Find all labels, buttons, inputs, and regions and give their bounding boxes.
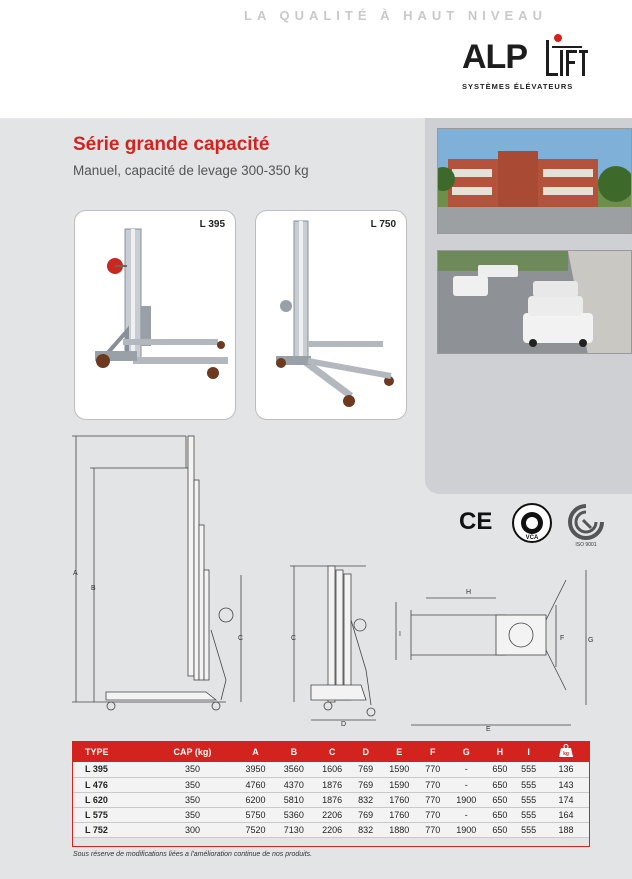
table-cell: 350 bbox=[149, 792, 237, 807]
table-cell: 1760 bbox=[380, 792, 418, 807]
table-cell: 4370 bbox=[275, 777, 313, 792]
logo-subtitle: SYSTÈMES ÉLÉVATEURS bbox=[462, 82, 574, 91]
dim-e: E bbox=[486, 726, 491, 733]
page-header bbox=[0, 0, 632, 118]
table-cell: 4760 bbox=[236, 777, 274, 792]
technical-drawings bbox=[66, 430, 626, 740]
svg-text:VCA: VCA bbox=[525, 535, 539, 541]
col-h: H bbox=[485, 742, 514, 762]
table-cell: 555 bbox=[514, 777, 543, 792]
table-cell: 650 bbox=[485, 792, 514, 807]
table-cell: 555 bbox=[514, 807, 543, 822]
table-cell: 650 bbox=[485, 807, 514, 822]
table-cell: 5810 bbox=[275, 792, 313, 807]
table-cell: 350 bbox=[149, 777, 237, 792]
table-cell: 300 bbox=[149, 822, 237, 837]
table-cell: 143 bbox=[543, 777, 589, 792]
vans-photo bbox=[437, 250, 632, 354]
table-cell: 1876 bbox=[313, 792, 351, 807]
col-weight bbox=[543, 742, 589, 762]
building-image-icon bbox=[438, 129, 632, 234]
dim-f: F bbox=[560, 635, 565, 642]
table-cell: - bbox=[447, 777, 485, 792]
product-photo-l750 bbox=[255, 210, 407, 420]
table-row bbox=[73, 792, 589, 807]
table-cell: 770 bbox=[418, 777, 447, 792]
dim-a: A bbox=[73, 570, 78, 577]
col-c: C bbox=[313, 742, 351, 762]
svg-text:ISO 9001: ISO 9001 bbox=[575, 542, 597, 548]
weight-icon bbox=[558, 744, 574, 758]
table-cell: 832 bbox=[351, 822, 380, 837]
table-row bbox=[73, 822, 589, 837]
vans-image-icon bbox=[438, 251, 632, 354]
table-cell: 650 bbox=[485, 777, 514, 792]
col-f: F bbox=[418, 742, 447, 762]
table-cell: 6200 bbox=[236, 792, 274, 807]
table-cell: L 476 bbox=[73, 777, 149, 792]
table-cell: 2206 bbox=[313, 822, 351, 837]
table-cell: 1760 bbox=[380, 807, 418, 822]
table-cell: 770 bbox=[418, 822, 447, 837]
dim-d: D bbox=[341, 721, 347, 728]
weight-unit: kg bbox=[563, 751, 569, 757]
building-photo bbox=[437, 128, 632, 234]
table-cell: 769 bbox=[351, 777, 380, 792]
table-cell: 650 bbox=[485, 822, 514, 837]
dim-g: G bbox=[588, 637, 594, 644]
table-cell: 555 bbox=[514, 792, 543, 807]
spec-table bbox=[73, 742, 589, 838]
footnote: Sous réserve de modifications liées a l'amélioration continue de nos produits. bbox=[73, 851, 313, 858]
table-header-row bbox=[73, 742, 589, 762]
table-cell: - bbox=[447, 762, 485, 777]
page-subtitle: Manuel, capacité de levage 300-350 kg bbox=[73, 163, 309, 178]
table-cell: L 620 bbox=[73, 792, 149, 807]
col-e: E bbox=[380, 742, 418, 762]
dim-b: B bbox=[91, 585, 96, 592]
table-cell: 3950 bbox=[236, 762, 274, 777]
table-cell: 1900 bbox=[447, 822, 485, 837]
table-cell: L 395 bbox=[73, 762, 149, 777]
photo-label: L 395 bbox=[199, 219, 225, 230]
table-cell: 2206 bbox=[313, 807, 351, 822]
table-cell: 1606 bbox=[313, 762, 351, 777]
table-cell: 769 bbox=[351, 762, 380, 777]
table-cell: 1590 bbox=[380, 762, 418, 777]
table-cell: 136 bbox=[543, 762, 589, 777]
table-cell: 1590 bbox=[380, 777, 418, 792]
col-d: D bbox=[351, 742, 380, 762]
table-cell: 164 bbox=[543, 807, 589, 822]
table-cell: 174 bbox=[543, 792, 589, 807]
lift-l395-icon bbox=[75, 211, 236, 420]
table-cell: 188 bbox=[543, 822, 589, 837]
table-cell: 350 bbox=[149, 807, 237, 822]
table-cell: 5750 bbox=[236, 807, 274, 822]
table-cell: 650 bbox=[485, 762, 514, 777]
table-cell: 350 bbox=[149, 762, 237, 777]
table-cell: 1876 bbox=[313, 777, 351, 792]
logo-text: ALP bbox=[462, 38, 527, 76]
table-cell: 770 bbox=[418, 807, 447, 822]
lift-l750-icon bbox=[256, 211, 407, 420]
dim-i: I bbox=[399, 631, 401, 638]
table-cell: 769 bbox=[351, 807, 380, 822]
dim-c2: C bbox=[291, 635, 297, 642]
col-g: G bbox=[447, 742, 485, 762]
table-cell: L 752 bbox=[73, 822, 149, 837]
tagline: LA QUALITÉ À HAUT NIVEAU bbox=[244, 8, 547, 23]
dim-h: H bbox=[466, 589, 472, 596]
table-cell: 832 bbox=[351, 792, 380, 807]
ce-mark: CE bbox=[459, 508, 493, 535]
table-row bbox=[73, 777, 589, 792]
table-row bbox=[73, 762, 589, 777]
col-i: I bbox=[514, 742, 543, 762]
table-row bbox=[73, 807, 589, 822]
table-cell: 770 bbox=[418, 762, 447, 777]
lift-logo-icon bbox=[544, 32, 588, 78]
table-cell: 7130 bbox=[275, 822, 313, 837]
col-cap: CAP (kg) bbox=[149, 742, 237, 762]
table-cell: 1880 bbox=[380, 822, 418, 837]
table-cell: 555 bbox=[514, 762, 543, 777]
page-title: Série grande capacité bbox=[73, 134, 270, 155]
photo-label: L 750 bbox=[370, 219, 396, 230]
alp-lift-logo bbox=[462, 38, 592, 98]
table-cell: 770 bbox=[418, 792, 447, 807]
col-b: B bbox=[275, 742, 313, 762]
table-cell: 7520 bbox=[236, 822, 274, 837]
col-type: TYPE bbox=[73, 742, 149, 762]
table-cell: 555 bbox=[514, 822, 543, 837]
table-cell: 3560 bbox=[275, 762, 313, 777]
table-cell: 1900 bbox=[447, 792, 485, 807]
product-photo-l395 bbox=[74, 210, 236, 420]
table-cell: 5360 bbox=[275, 807, 313, 822]
table-cell: L 575 bbox=[73, 807, 149, 822]
dim-c1: C bbox=[238, 635, 244, 642]
table-cell: - bbox=[447, 807, 485, 822]
col-a: A bbox=[236, 742, 274, 762]
